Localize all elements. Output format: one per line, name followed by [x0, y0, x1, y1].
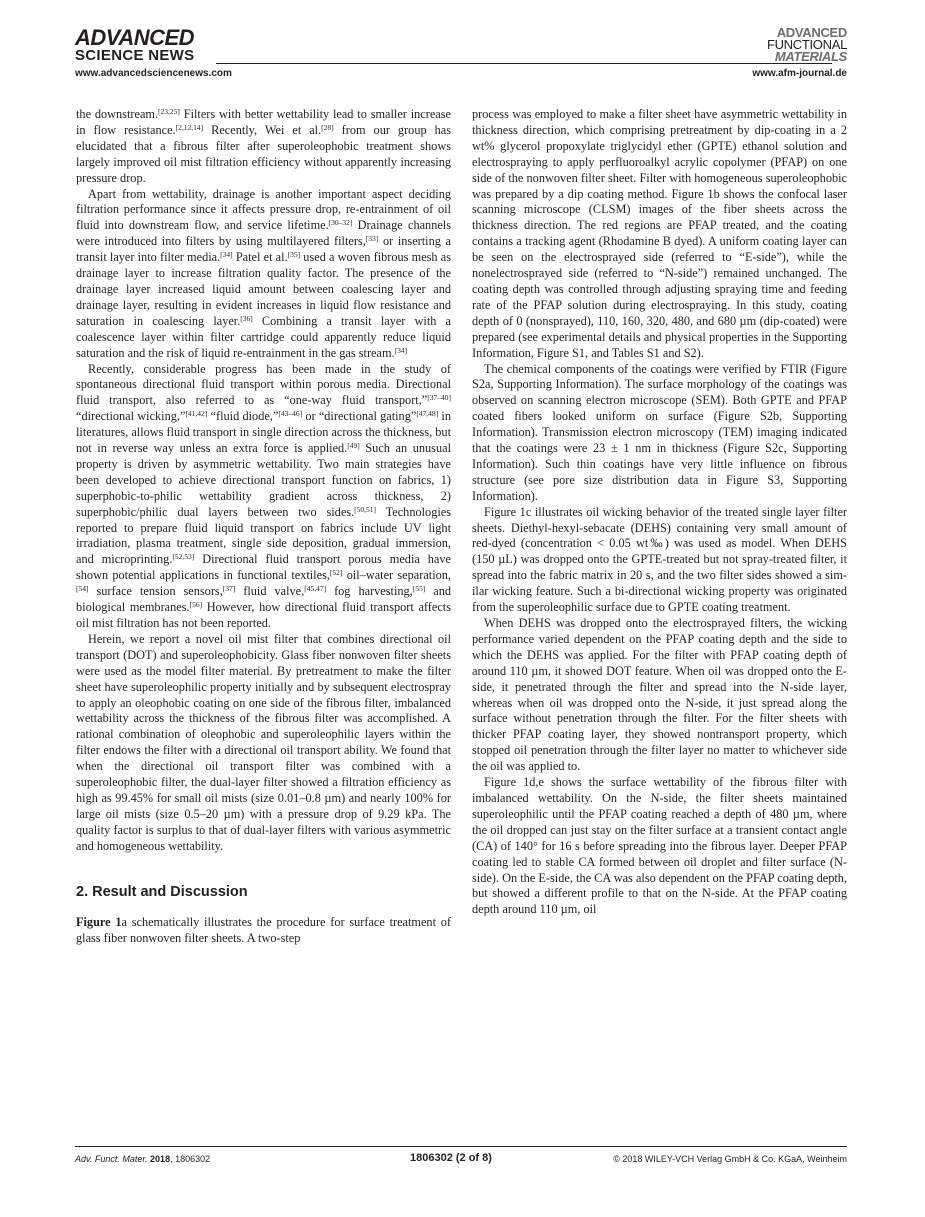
right-paragraph-1: process was employed to make a filter sheet have asymmetric wettability in thickness direction, which comprising pretreatment by dip-coating in a 2 wt% glycerol propoxylate triglycidyl ether (GPTE) ethanol solution and electrospraying to apply perfluoroalkyl acrylic copolymer (PFAP) on one side of the nonwoven filter sheet. Filter with homogeneous superoleophobic was prepared by a dip coating method. Figure 1b shows the confocal laser scanning microscope (CLSM) images of the fiber sheets across the thickness direction. The red regions are PFAP treated, and the coating contains a tracking agent (Rhodamine B dyed). A uniform coating layer can be seen on the electrosprayed side (referred to “E-side”), while the nonelectrosprayed side (referred to “N-side”) remained unchanged. The coating depth was controlled through adjusting spraying time and feeding rate of the PFAP solution during electrospraying. In this study, coating depth of 0 (nonsprayed), 110, 160, 320, 480, and 680 µm (dip-coated) were prepared (see experimental details and physical properties in the Supporting Information, Figure S1, and Tables S1 and S2).: [472, 107, 847, 360]
logo-right-line3: MATERIALS: [774, 49, 847, 64]
logo-left-line2: SCIENCE NEWS: [75, 47, 195, 64]
section-heading: 2. Result and Discussion: [76, 883, 248, 900]
footer-year: 2018: [150, 1154, 171, 1164]
left-paragraph-1: the downstream.[23,25] Filters with better wettability lead to smaller increase in flow resistance.[2,12,14] Recently, Wei et al.[28] from our group has elucidated that a fibrous filter after superoleophobic treatment shows largely improved oil mist filtration efficiency without apparently increasing pressure drop.: [76, 107, 452, 185]
advanced-functional-materials-logo: [767, 27, 847, 63]
footer-page-number: 1806302 (2 of 8): [410, 1152, 492, 1164]
right-paragraph-3: Figure 1c illustrates oil wicking behavior of the treated single layer filter sheets. Diethyl-hexyl-sebacate (DEHS) containing very small amount of red-dyed (concentration < 0.05 wt‰) was used as model. When DEHS (150 µL) was dropped onto the GPTE-treated but not spray-treated filter, it spread into the fabric matrix in 20 s, and the two filter sides showed a similar wicking feature. Such a bi-directional wicking property was originated from the superoleophilic surface due to GPTE coating treatment.: [472, 504, 847, 615]
right-paragraph-2: The chemical components of the coatings were verified by FTIR (Figure S2a, Supporting Information). The surface morphology of the coatings was observed on scanning electron microscope (SEM). Both GPTE and PFAP coated fibers looked uniform on surface (Figure S2b, Supporting Information). Transmission electron microscopy (TEM) imaging indicated that the coatings were 23 ± 1 nm in thickness (Figure S2c, Supporting Information). Such thin coatings have very little influence on fibrous structure (see pore size distribution data in Figure S3, Supporting Information).: [472, 361, 847, 503]
footer-article: , 1806302: [170, 1154, 211, 1164]
right-column: [472, 107, 847, 918]
footer-rule: [75, 1146, 847, 1147]
advanced-science-news-logo: [75, 25, 195, 64]
url-right[interactable]: www.afm-journal.de: [752, 68, 847, 79]
logo-left-line1: ADVANCED: [75, 25, 195, 50]
url-left[interactable]: www.advancedsciencenews.com: [75, 68, 232, 79]
footer-copyright: © 2018 WILEY-VCH Verlag GmbH & Co. KGaA, Weinheim: [613, 1154, 847, 1164]
left-paragraph-5: Figure 1a schematically illustrates the procedure for surface treatment of glass fiber nonwoven filter sheets. A two-step: [76, 914, 451, 945]
right-paragraph-4: When DEHS was dropped onto the electrosprayed filters, the wicking performance varied dependent on the PFAP coating depth and the side to which the DEHS was applied. For the filter with PFAP coating depth of around 110 µm, it showed DOT feature. When oil was dropped onto the E-side, it penetrated through the filter and spread into the N-side layer, whereas when oil was dropped onto the N-side, it just spread along the surface without penetration through the filter. For the filter sheets with thicker PFAP coating layer, they showed nontransport property, which stopped oil penetration through the filter layer no matter to whichever side the oil was applied to.: [472, 616, 847, 774]
footer-citation: [75, 1154, 210, 1164]
logo-right-line2: FUNCTIONAL: [766, 37, 847, 52]
left-paragraph-2: Apart from wettability, drainage is another important aspect deciding filtration performance since it affects pressure drop, re-entrainment of oil fluid into downstream flow, and service lifetime.[30–32] Drainage channels were introduced into filters by using multilayered filters,[33] or inserting a transit layer into filter media.[34] Patel et al.[35] used a woven fibrous mesh as drainage layer to increase filtration quality factor. The presence of the drainage layer increased liquid amount between coalescing layer and drainage layer, resulting in evident increases in liquid flow resistance and saturation in coalescing layer.[36] Combining a transit layer with a coalescence layer within filter cartridge could apparently reduce liquid saturation and the risk of liquid re-entrainment in the gas stream.[34]: [76, 186, 452, 360]
logo-right-line1: ADVANCED: [776, 25, 847, 40]
left-paragraph-3: Recently, considerable progress has been made in the study of spontaneous directional fluid transport within porous media. Directional fluid transport, also referred to as “one-way fluid transport,”[37–40] “directional wicking,”[41,42] “fluid diode,”[43–46] or “directional gating”[47,48] in literatures, allows fluid transport in single direction across the thickness, but not in reverse way unless an extra force is applied.[49] Such an unusual property is driven by asymmetric wettability. Two main strategies have been developed to achieve directional transport function on fabrics, 1) superphobic-to-philic wettability gradient across thickness, 2) superphobic/philic dual layers between two sides.[50,51] Technologies reported to prepare fluid liquid transport on fabrics include UV light irradiation, plasma treatment, single side deposition, gradual immersion, and microprinting.[52,53] Directional fluid transport porous media have shown potential applications in functional textiles,[52] oil–water separation,[54] surface tension sensors,[37] fluid valve,[45,47] fog harvesting,[55] and biological membranes.[56] However, how directional fluid transport affects oil mist filtration has not been reported.: [76, 361, 452, 630]
header-rule: [216, 63, 832, 64]
left-column: [76, 107, 451, 946]
right-paragraph-5: Figure 1d,e shows the surface wettability of the fibrous filter with imbalanced wettability. On the N-side, the filter sheets maintained superoleophilic until the PFAP coating reached a depth of 480 µm, where the oil dropped can just stay on the filter surface at a transient contact angle (CA) of 140° for 16 s before spreading into the fibrous layer. Deeper PFAP coating led to stable CA formed between oil droplet and filter surface (N-side). On the E-side, the CA was also dependent on the PFAP coating depth, but showed a different profile to that on the N-side. At the PFAP coating depth around 110 µm, oil: [472, 775, 847, 917]
left-paragraph-4: Herein, we report a novel oil mist filter that combines directional oil transport (DOT) and superoleophobicity. Glass fiber nonwoven filter sheets were used as the model filter material. By pretreatment to make the filter sheet have superoleophilic property initially and by subsequent electrospray to apply an oleophobic coating on one side of the fibrous filter, imbalanced wettability across the thickness of the fibrous filter was accomplished. A rational combination of oleophobic and superoleophilic layers within the filter endows the filter with a directional oil transport ability. We found that when the directional oil transport filter was combined with a superoleophobic filter, the dual-layer filter showed a filtration efficiency as high as 99.45% for small oil mists (size 0.01–0.8 µm) and nearly 100% for large oil mists (size 0.5–20 µm) with a pressure drop of 9.29 kPa. The quality factor is surplus to that of dual-layer filters with various asymmetric and homogeneous wettability.: [76, 631, 451, 853]
footer-journal: Adv. Funct. Mater.: [75, 1154, 148, 1164]
